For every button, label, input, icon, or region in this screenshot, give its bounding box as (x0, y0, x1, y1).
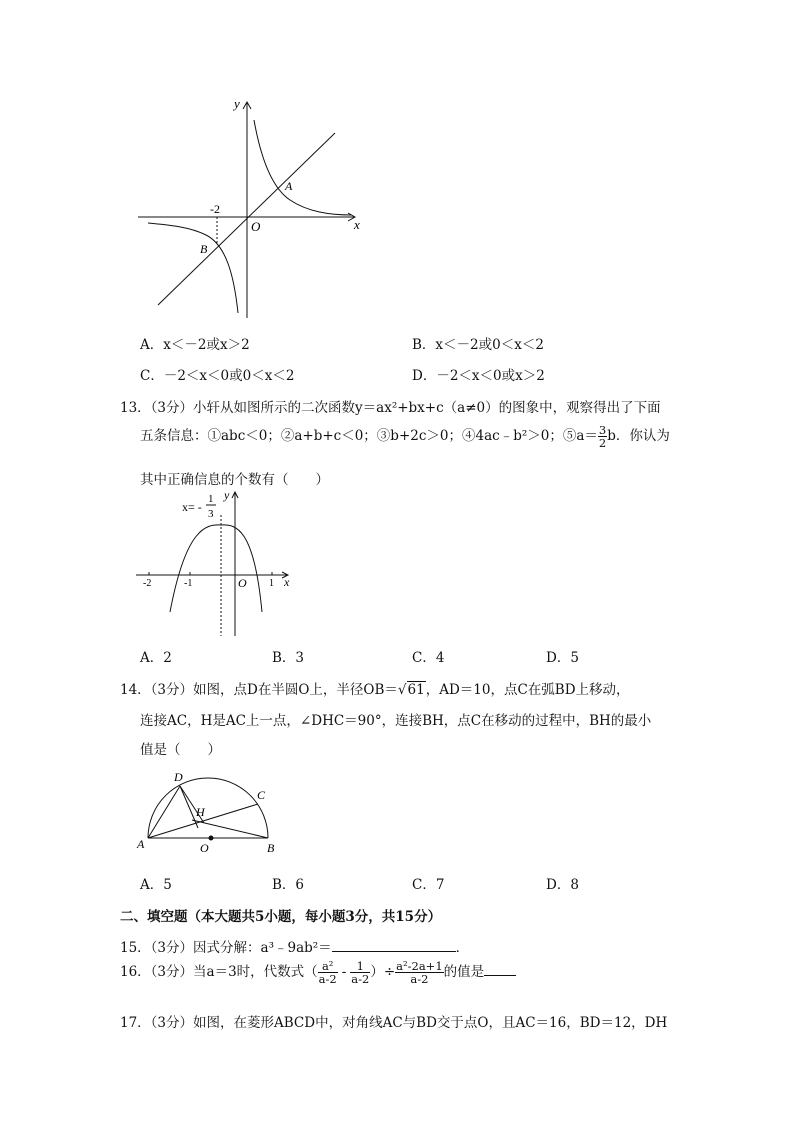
q16-divide: ）÷ (370, 964, 396, 980)
q15-answer-blank (332, 951, 456, 952)
q14-line-2: 连接AC，H是AC上一点，∠DHC＝90°，连接BH，点C在移动的过程中，BH的最小 (140, 713, 652, 729)
symmetry-label: x= - (182, 500, 202, 514)
hyperbola-branch-3 (148, 223, 238, 313)
x-label: x (284, 575, 290, 589)
parabola-curve (170, 525, 262, 612)
frac-numerator: a²-2a+1 (396, 959, 443, 973)
q13-line-1 (120, 396, 661, 416)
q13-number: 13．（3分） (120, 400, 194, 416)
sqrt-sign: √ (397, 682, 407, 698)
q16-line (120, 960, 516, 985)
frac-numerator: 3 (598, 423, 607, 437)
q12-figure (130, 95, 370, 325)
q14-option-c: C．7 (412, 877, 445, 893)
segment-ad (148, 786, 180, 838)
q16-fraction-1 (318, 960, 338, 985)
q15-line (120, 936, 469, 956)
q14-text-1a: 如图，点D在半圆O上，半径OB＝ (193, 682, 398, 698)
label-a: A (137, 837, 145, 851)
label-h: H (196, 805, 205, 819)
q16-minus: - (341, 964, 347, 980)
frac-denominator: a-2 (318, 972, 337, 986)
frac-numerator: 1 (350, 960, 370, 973)
q13-fraction (598, 424, 607, 449)
q17-line: 17．（3分）如图，在菱形ABCD中，对角线AC与BD交于点O，且AC＝16，BD＝12，DH (120, 1015, 668, 1031)
point-a-label: A (285, 179, 293, 193)
q13-text-1: 小轩从如图所示的二次函数y＝ax²+bx+c（a≠0）的图象中，观察得出了下面 (193, 400, 661, 416)
q13-option-b: B．3 (272, 650, 305, 666)
q13-text-2-suffix: b．你认为 (607, 428, 670, 444)
q14-option-b: B．6 (272, 877, 305, 893)
q16-text: 16．（3分）当a＝3时，代数式（ (120, 964, 318, 980)
q13-figure (130, 488, 300, 640)
q14-text-1b: ，AD＝10，点C在弧BD上移动， (425, 682, 630, 698)
y-label: y (234, 96, 240, 111)
label-o: O (200, 841, 209, 855)
q14-option-d: D．8 (546, 877, 579, 893)
q14-line-1 (120, 678, 630, 698)
origin-label: O (238, 576, 247, 590)
q16-fraction-2 (350, 960, 370, 985)
q13-line-2 (140, 424, 670, 449)
point-b-label: B (200, 242, 208, 256)
tick-label-neg2: -2 (143, 578, 152, 589)
q14-number: 14．（3分） (120, 682, 194, 698)
symmetry-label-den: 3 (208, 508, 214, 520)
frac-numerator: a² (318, 960, 338, 973)
label-c: C (257, 788, 266, 802)
q15-end: ． (455, 940, 470, 956)
center-dot (209, 836, 214, 841)
section-2-title: 二、填空题（本大题共5小题，每小题3分，共15分） (120, 909, 442, 925)
q12-option-a: A．x＜－2或x＞2 (140, 337, 250, 353)
label-d: D (174, 770, 183, 784)
q12-option-c: C．－2＜x＜0或0＜x＜2 (140, 368, 295, 384)
frac-denominator: a-2 (351, 972, 370, 986)
q13-text-2: 五条信息：①abc＜0；②a+b+c＜0；③b+2c＞0；④4ac﹣b²＞0；⑤a＝ (140, 428, 598, 444)
symmetry-label-num: 1 (208, 493, 214, 505)
q13-option-a: A．2 (140, 650, 172, 666)
q12-option-b: B．x＜－2或0＜x＜2 (412, 337, 544, 353)
tick-label-neg1: -1 (184, 578, 193, 589)
q14-figure (134, 768, 284, 856)
y-label: y (224, 488, 230, 502)
tick-neg2-label: -2 (210, 202, 220, 216)
frac-denominator: 2 (598, 436, 607, 450)
origin-label: O (251, 219, 261, 234)
x-label: x (354, 217, 360, 232)
q16-fraction-3 (395, 960, 443, 985)
frac-denominator: a-2 (410, 972, 429, 986)
q13-option-d: D．5 (546, 650, 579, 666)
q12-option-d: D．－2＜x＜0或x＞2 (412, 368, 545, 384)
q15-text: 15．（3分）因式分解：a³﹣9ab²＝ (120, 940, 332, 956)
q14-line-3: 值是（ ） (140, 742, 221, 758)
q13-line-3: 其中正确信息的个数有（ ） (140, 472, 329, 488)
hyperbola-branch-1 (254, 120, 352, 215)
tick-label-1: 1 (269, 578, 274, 589)
label-b: B (267, 841, 275, 855)
sqrt-value: 61 (407, 682, 425, 698)
q16-end: 的值是 (443, 964, 485, 980)
q13-option-c: C．4 (412, 650, 445, 666)
q16-answer-blank (484, 975, 516, 976)
q14-option-a: A．5 (140, 877, 172, 893)
